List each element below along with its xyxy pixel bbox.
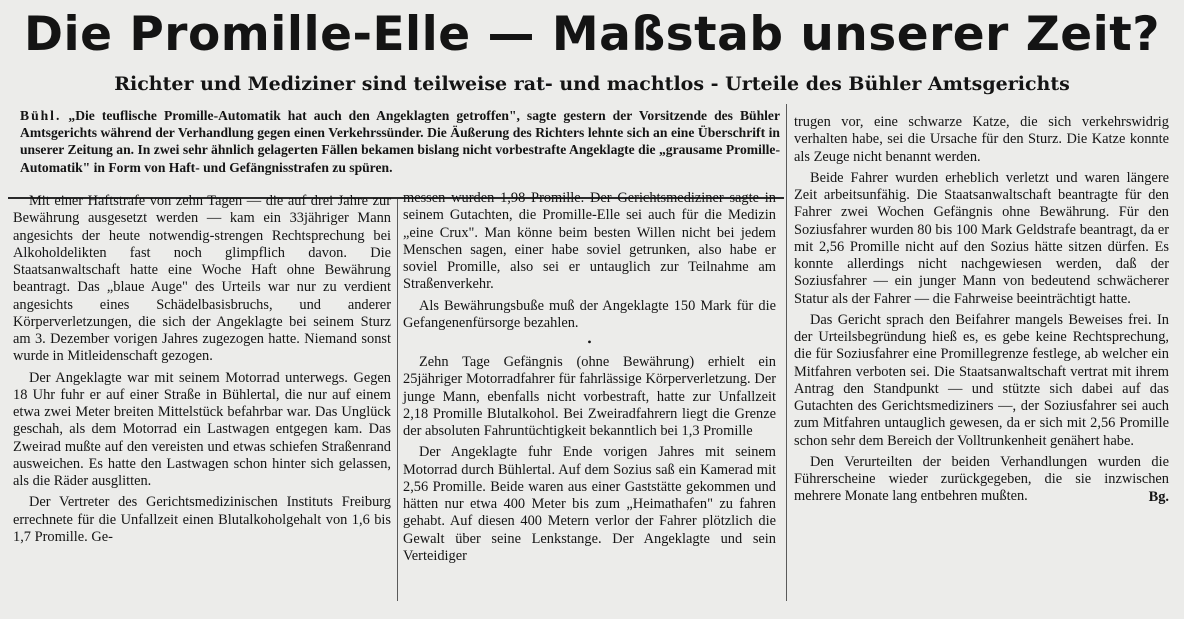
paragraph: Der Angeklagte war mit seinem Motorrad unterwegs. Gegen 18 Uhr fuhr er auf einer Straße in Bühlertal, die nur auf einem etwa zwei Meter breiten Mittelstück befahrbar war. Das Unglück geschah, als dem Motorrad ein Lastwagen entgegen kam. Das Zweirad mußte auf den vereisten und etwas schiefen Straßenrand ausweichen. Es hatte den Lastwagen schon hinter sich gelassen, als die Räder ausglitten.	[13, 369, 391, 489]
paragraph: Der Vertreter des Gerichtsmedizinischen Instituts Freiburg errechnete für die Unfallzeit einen Blutalkoholgehalt von 1,6 bis 1,7 Promille. Ge-	[13, 494, 391, 545]
paragraph: Den Verurteilten der beiden Verhandlungen wurden die Führerscheine wieder zurückgegeben, die sie inzwischen mehrere Monate lang entbehren mußten.	[794, 453, 1169, 505]
paragraph: Zehn Tage Gefängnis (ohne Bewährung) erhielt ein 25jähriger Motorradfahrer für fahrlässige Körperverletzung. Der junge Mann, ebenfalls nicht vorbestraft, hatte zur Unfallzeit 2,18 Promille Blutalkohol. Bei Zweiradfahrern liegt die Grenze der absoluten Fahruntüchtigkeit bekanntlich bei 1,3 Promille	[403, 354, 776, 439]
dateline: Bühl.	[20, 108, 62, 123]
column-divider	[786, 104, 787, 601]
paragraph: Als Bewährungsbuße muß der Angeklagte 150 Mark für die Gefangenenfürsorge bezahlen.	[403, 297, 776, 331]
author-signature: Bg.	[1148, 488, 1169, 505]
lead-text: „Die teuflische Promille-Automatik hat auch den Angeklagten getroffen", sagte gestern der Vorsitzende des Bühler Amtsgerichts während der Verhandlung gegen einen Verkehrssünder. Die Äußerung des Richters lehnte sich an eine Überschrift in unserer Zeitung an. In zwei sehr ähnlich gelagerten Fällen bekamen bislang nicht vorbestrafte Angeklagte die „grausame Promille-Automatik" in Form von Haft- und Gefängnisstrafen zu spüren.	[20, 108, 780, 175]
subheadline: Richter und Mediziner sind teilweise rat- und machtlos - Urteile des Bühler Amtsgerichts	[114, 73, 1070, 95]
separator-dot: •	[587, 335, 592, 349]
headline: Die Promille-Elle — Maßstab unserer Zeit?	[23, 7, 1160, 62]
paragraph: trugen vor, eine schwarze Katze, die sich verkehrswidrig verhalten habe, sei die Ursache für den Sturz. Die Katze konnte als Zeuge nicht benannt werden.	[794, 114, 1169, 165]
article-column-2	[403, 190, 776, 565]
paragraph: Beide Fahrer wurden erheblich verletzt und waren längere Zeit arbeitsunfähig. Die Staatsanwaltschaft beantragte für den Fahrer zwei Wochen Gefängnis ohne Bewährung. Für den Soziusfahrer wurden 80 bis 100 Mark Geldstrafe beantragt, da er mit 2,56 Promille nicht auf den Sozius hätte sitzen dürfen. Es konnte allerdings nicht nachgewiesen werden, daß der Soziusfahrer — ein junger Mann von bedeutend schwächerer Statur als der Fahrer — die Fahrweise beeinträchtigt hatte.	[794, 169, 1169, 307]
paragraph: Das Gericht sprach den Beifahrer mangels Beweises frei. In der Urteilsbegründung hieß es, es gebe keine Rechtsprechung, die für Soziusfahrer eine Promillegrenze festlege, ab welcher ein Mitfahren verboten sei. Die Staatsanwaltschaft vertrat mit ihrem Antrag den Standpunkt — und stützte sich dabei auf das Gutachten des Gerichtsmediziners —, der Soziusfahrer sei auch zum Mitfahren untauglich gewesen, da er sich mit 2,56 Promille schon sehr dem Bereich der Volltrunkenheit genähert habe.	[794, 311, 1169, 449]
paragraph: messen wurden 1,98 Promille. Der Gerichtsmediziner sagte in seinem Gutachten, die Promille-Elle sei auch für die Medizin „eine Crux". Man könne beim besten Willen nicht bei jedem Menschen sagen, einer habe soviel getrunken, also habe er soviel Promille, also sei er untauglich zur Teilnahme am Straßenverkehr.	[403, 190, 776, 293]
lead-paragraph	[20, 107, 780, 176]
paragraph: Mit einer Haftstrafe von zehn Tagen — die auf drei Jahre zur Bewährung ausgesetzt werden — kam ein 33jähriger Mann angesichts der heute notwendig-strengen Rechtsprechung bei Alkoholdelikten fast noch glimpflich davon. Die Staatsanwaltschaft hatte eine Woche Haft ohne Bewährung beantragt. Das „blaue Auge" des Urteils war nur zu verdient angesichts eines Schädelbasisbruchs, und anderer Körperverletzungen, die sich der Angeklagte bei seinem Sturz am 3. Dezember vorigen Jahres zugezogen hatte. Niemand sonst wurde in Mitleidenschaft gezogen.	[13, 193, 391, 365]
article-column-1	[13, 193, 391, 546]
column-divider	[397, 199, 398, 601]
paragraph: Der Angeklagte fuhr Ende vorigen Jahres mit seinem Motorrad durch Bühlertal. Auf dem Sozius saß ein Kamerad mit 2,56 Promille. Beide waren aus einer Gaststätte gekommen und hätten nur etwa 400 Meter bis zum „Heimathafen" zu fahren gehabt. Auf diesen 400 Metern verlor der Fahrer plötzlich die Gewalt über seine Lenkstange. Der Angeklagte und sein Verteidiger	[403, 444, 776, 564]
article-column-3	[794, 114, 1169, 506]
